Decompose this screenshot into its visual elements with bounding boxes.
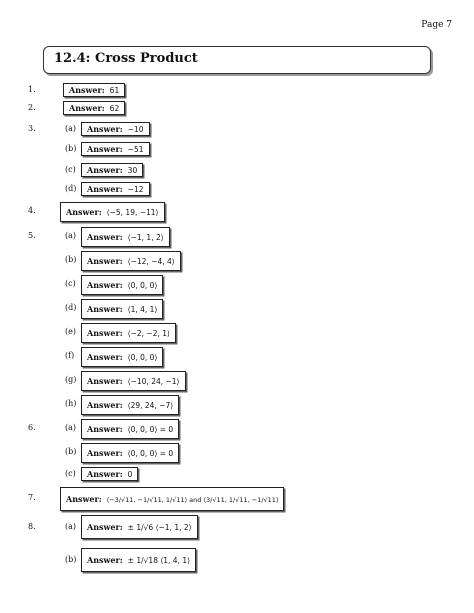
answer-box: [81, 419, 179, 439]
part-letter: (a): [65, 231, 77, 240]
answer-box: [63, 101, 125, 115]
answer-box: [81, 467, 138, 481]
part-letter: (b): [65, 555, 77, 564]
answer-value: −12: [127, 185, 144, 194]
answer-label: Answer:: [69, 85, 105, 95]
answer-box: [81, 347, 163, 367]
answer-value: −51: [127, 145, 144, 154]
question-number: 6.: [28, 423, 36, 432]
answer-box: [81, 251, 181, 271]
answer-label: Answer:: [87, 469, 123, 479]
answer-value: ⟨−1, 1, 2⟩: [127, 233, 164, 242]
question-number: 7.: [28, 493, 36, 502]
question-number: 8.: [28, 522, 36, 531]
answer-row: [0, 444, 474, 460]
answer-value: ⟨29, 24, −7⟩: [127, 401, 174, 410]
question-number: 1.: [28, 85, 36, 94]
answer-row: [0, 515, 474, 539]
answer-row: [0, 252, 474, 268]
answer-box: [81, 142, 150, 156]
question-number: 2.: [28, 103, 36, 112]
question-number: 4.: [28, 206, 36, 215]
answer-box: [81, 395, 179, 415]
answer-row: [0, 372, 474, 388]
answer-value: ⟨−10, 24, −1⟩: [127, 377, 180, 386]
answer-label: Answer:: [69, 103, 105, 113]
answer-label: Answer:: [87, 448, 123, 458]
answer-row: [0, 141, 474, 157]
part-letter: (d): [65, 184, 77, 193]
answer-value: −10: [127, 125, 144, 134]
section-header: [43, 46, 431, 74]
question-number: 5.: [28, 231, 36, 240]
section-title: 12.4: Cross Product: [54, 51, 198, 66]
answer-value: ⟨−3/√11, −1/√11, 1/√11⟩ and ⟨3/√11, 1/√11, −1/√11⟩: [106, 496, 279, 504]
answer-label: Answer:: [66, 494, 102, 504]
answer-label: Answer:: [87, 376, 123, 386]
answer-row: [0, 348, 474, 364]
answer-value: ⟨−5, 19, −11⟩: [106, 208, 159, 217]
answer-row: [0, 548, 474, 572]
answer-label: Answer:: [87, 184, 123, 194]
answer-row: [0, 324, 474, 340]
answer-row: [0, 228, 474, 244]
answer-label: Answer:: [87, 124, 123, 134]
answer-row: [0, 396, 474, 412]
answer-value: 61: [109, 86, 120, 95]
answer-box: [81, 122, 150, 136]
part-letter: (a): [65, 522, 77, 531]
part-letter: (d): [65, 303, 77, 312]
answer-box: [81, 548, 196, 572]
answer-label: Answer:: [87, 400, 123, 410]
answer-label: Answer:: [87, 352, 123, 362]
answer-row: [0, 162, 474, 178]
answer-label: Answer:: [87, 555, 123, 565]
answer-value: ⟨0, 0, 0⟩ = 0: [127, 425, 174, 434]
answer-label: Answer:: [66, 207, 102, 217]
answer-box: [81, 227, 170, 247]
answer-label: Answer:: [87, 232, 123, 242]
part-letter: (b): [65, 447, 77, 456]
answer-value: ⟨0, 0, 0⟩: [127, 281, 158, 290]
answer-label: Answer:: [87, 522, 123, 532]
answer-label: Answer:: [87, 328, 123, 338]
answer-row: [0, 276, 474, 292]
part-letter: (b): [65, 144, 77, 153]
answer-value: ⟨−12, −4, 4⟩: [127, 257, 175, 266]
answer-box: [81, 299, 163, 319]
question-number: 3.: [28, 124, 36, 133]
answer-row: [0, 121, 474, 137]
part-letter: (a): [65, 124, 77, 133]
part-letter: (h): [65, 399, 77, 408]
answer-value: 30: [127, 166, 138, 175]
answer-row: [0, 100, 474, 116]
answer-value: ⟨0, 0, 0⟩ = 0: [127, 449, 174, 458]
answer-box: [81, 323, 176, 343]
answer-row: [0, 487, 474, 509]
part-letter: (g): [65, 375, 77, 384]
answer-value: 0: [127, 470, 133, 479]
answer-box: [81, 371, 186, 391]
answer-row: [0, 466, 474, 482]
answer-box: [81, 163, 143, 177]
answer-row: [0, 420, 474, 436]
answer-value: ⟨1, 4, 1⟩: [127, 305, 158, 314]
part-letter: (f): [65, 351, 75, 360]
answer-box: [81, 275, 163, 295]
answer-label: Answer:: [87, 165, 123, 175]
answer-box: [63, 83, 125, 97]
answer-value: 62: [109, 104, 120, 113]
answer-value: ⟨0, 0, 0⟩: [127, 353, 158, 362]
answer-label: Answer:: [87, 424, 123, 434]
answer-row: [0, 300, 474, 316]
answer-box: [81, 515, 198, 539]
answer-label: Answer:: [87, 144, 123, 154]
part-letter: (c): [65, 165, 76, 174]
part-letter: (e): [65, 327, 76, 336]
answer-value: ⟨−2, −2, 1⟩: [127, 329, 170, 338]
part-letter: (c): [65, 469, 76, 478]
answer-value: ± 1/√18 ⟨1, 4, 1⟩: [127, 556, 191, 565]
part-letter: (c): [65, 279, 76, 288]
answer-box: [81, 443, 179, 463]
answer-box: [81, 182, 150, 196]
answer-label: Answer:: [87, 256, 123, 266]
part-letter: (b): [65, 255, 77, 264]
answer-value: ± 1/√6 ⟨−1, 1, 2⟩: [127, 523, 192, 532]
answer-label: Answer:: [87, 304, 123, 314]
answer-row: [0, 203, 474, 219]
answer-box: [60, 202, 165, 222]
part-letter: (a): [65, 423, 77, 432]
page-number: Page 7: [421, 20, 452, 30]
answer-row: [0, 82, 474, 98]
answer-row: [0, 181, 474, 197]
answer-label: Answer:: [87, 280, 123, 290]
answer-box: [60, 487, 284, 511]
